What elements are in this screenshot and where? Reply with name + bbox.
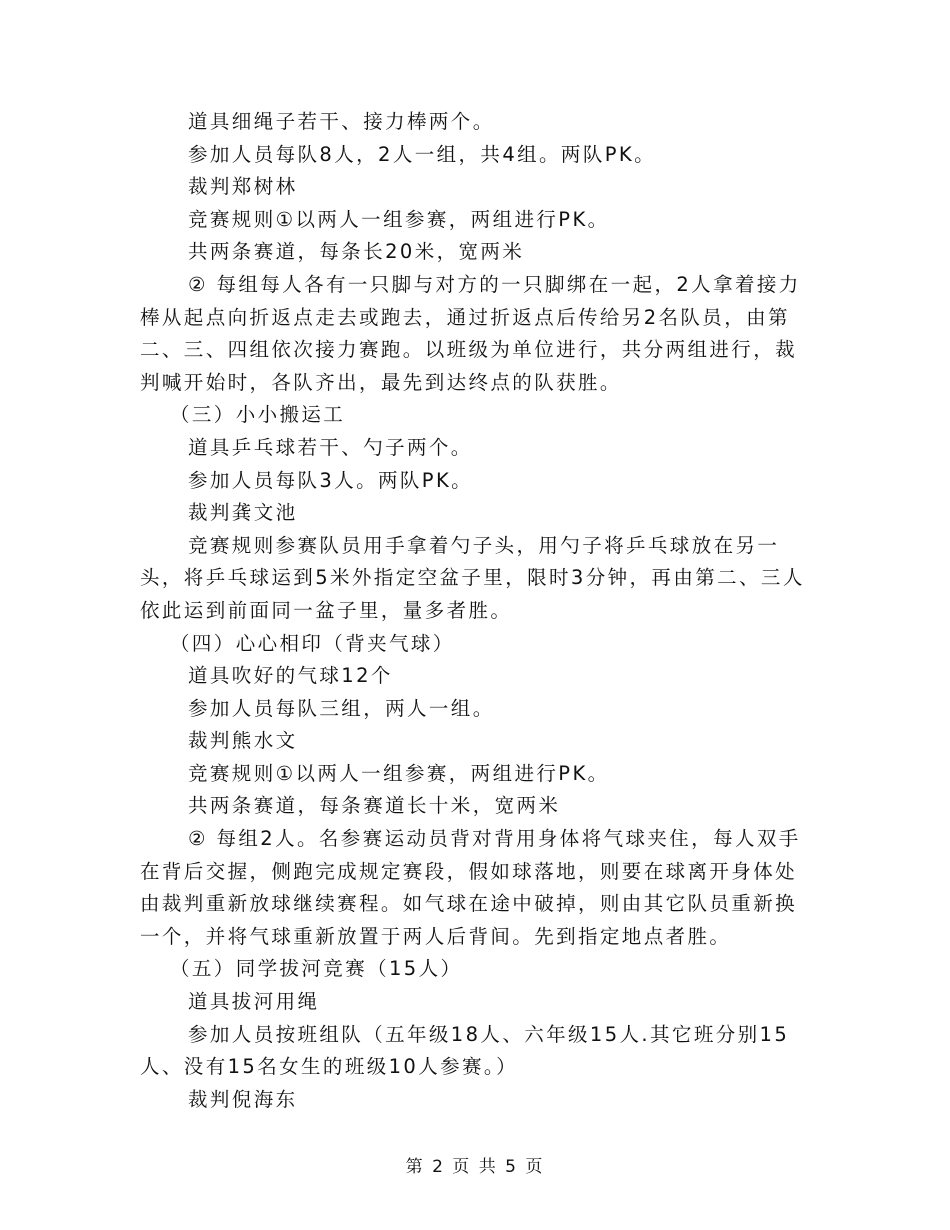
paragraph-track-4: 共两条赛道，每条赛道长十米，宽两米: [188, 794, 561, 818]
paragraph-referee-4: 裁判熊水文: [188, 729, 298, 753]
section-heading-4: （四）心心相印（背夹气球）: [170, 631, 455, 655]
page-footer: 第 2 页 共 5 页: [405, 1157, 545, 1177]
paragraph-rules-4: 竞赛规则①以两人一组参赛，两组进行PK。: [188, 761, 610, 785]
paragraph-participants-5: 参加人员按班组队（五年级18人、六年级15人.其它班分别15人、没有15名女生的班级10人参赛。）: [140, 1022, 790, 1079]
paragraph-rules-1: 竞赛规则①以两人一组参赛，两组进行PK。: [188, 207, 610, 231]
paragraph-participants-1: 参加人员每队8人，2人一组，共4组。两队PK。: [188, 142, 656, 166]
paragraph-props-4: 道具吹好的气球12个: [188, 664, 393, 688]
paragraph-rules-3: 竞赛规则参赛队员用手拿着勺子头，用勺子将乒乓球放在另一头，将乒乓球运到5米外指定空盆子里，限时3分钟，再由第二、三人依此运到前面同一盆子里，量多者胜。: [140, 533, 805, 622]
paragraph-rules-detail-4: ② 每组2人。名参赛运动员背对背用身体将气球夹住，每人双手在背后交握，侧跑完成规定赛段，假如球落地，则要在球离开身体处由裁判重新放球继续赛程。如气球在途中破掉，则由其它队员重新换一个，并将气球重新放置于两人后背间。先到指定地点者胜。: [140, 827, 801, 948]
paragraph-rules-detail-1: ② 每组每人各有一只脚与对方的一只脚绑在一起，2人拿着接力棒从起点向折返点走去或跑去，通过折返点后传给另2名队员，由第二、三、四组依次接力赛跑。以班级为单位进行，共分两组进行，裁判喊开始时，各队齐出，最先到达终点的队获胜。: [140, 272, 801, 394]
paragraph-props-3: 道具乒乓球若干、勺子两个。: [188, 435, 473, 459]
paragraph-props-5: 道具拔河用绳: [188, 990, 320, 1014]
document-body: [140, 106, 810, 1116]
paragraph-participants-3: 参加人员每队3人。两队PK。: [188, 468, 474, 492]
section-heading-3: （三）小小搬运工: [170, 403, 346, 427]
paragraph-props-1: 道具细绳子若干、接力棒两个。: [188, 110, 495, 133]
paragraph-referee-1: 裁判郑树林: [188, 175, 298, 199]
section-heading-5: （五）同学拔河竞赛（15人）: [170, 957, 463, 981]
paragraph-participants-4: 参加人员每队三组，两人一组。: [188, 696, 495, 720]
paragraph-referee-3: 裁判龚文池: [188, 501, 298, 525]
paragraph-referee-5: 裁判倪海东: [188, 1087, 298, 1111]
paragraph-track-1: 共两条赛道，每条长20米，宽两米: [188, 240, 525, 264]
